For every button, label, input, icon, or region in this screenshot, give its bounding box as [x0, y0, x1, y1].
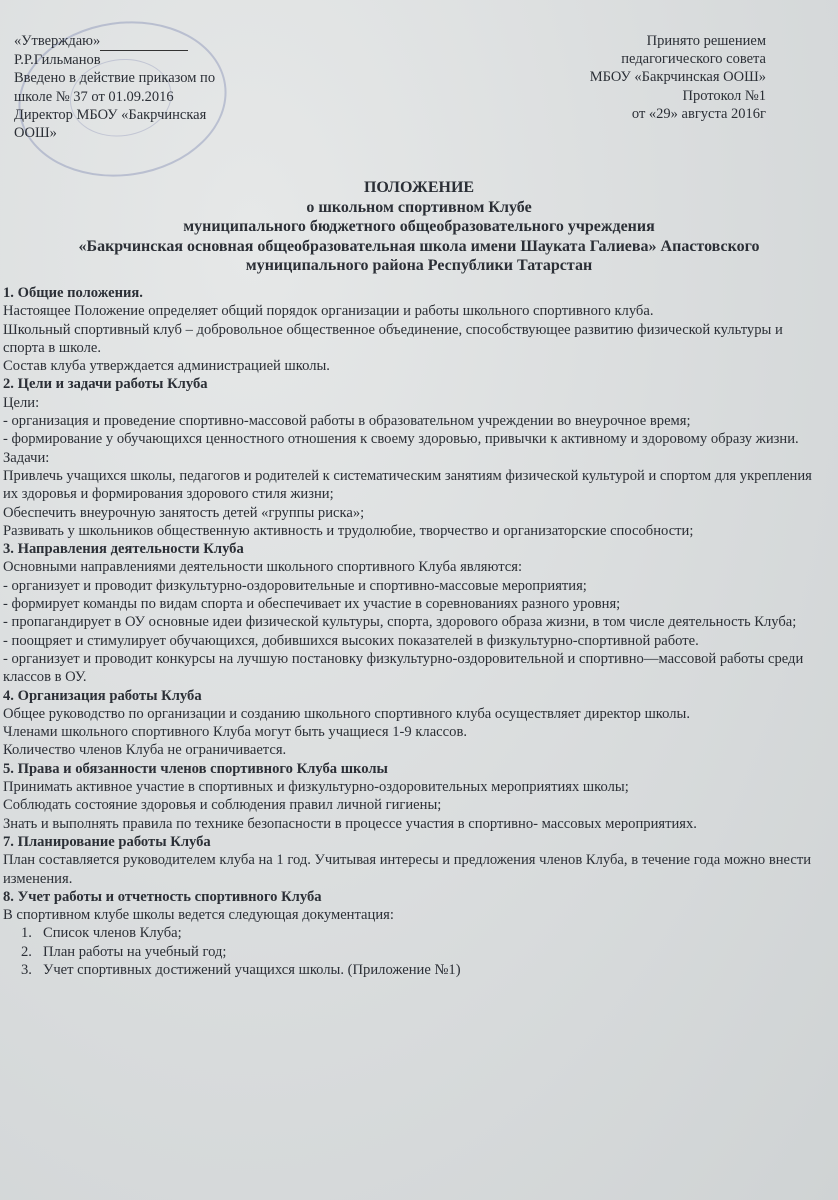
title-line: ПОЛОЖЕНИЕ — [363, 179, 475, 196]
adoption-line: Принято решением — [646, 33, 766, 49]
adoption-line: Протокол №1 — [682, 87, 766, 104]
paragraph: - организует и проводит физкультурно-оздоровительные и спортивно-массовые мероприятия; — [3, 577, 587, 594]
section-heading: 5. Права и обязанности членов спортивного Клуба школы — [3, 760, 388, 777]
paragraph: Состав клуба утверждается администрацией школы. — [3, 358, 330, 375]
approval-line: школе № 37 от 01.09.2016 — [14, 88, 174, 105]
list-item: 3. Учет спортивных достижений учащихся школы. (Приложение №1) — [21, 961, 461, 978]
label: Задачи: — [3, 449, 50, 466]
list-item: 1. Список членов Клуба; — [21, 925, 182, 942]
paragraph: В спортивном клубе школы ведется следующая документация: — [3, 907, 394, 924]
signer-name: Р.Р.Гильманов — [14, 52, 101, 69]
adoption-line: от «29» августа 2016г — [631, 105, 766, 122]
approval-line: ООШ» — [14, 125, 57, 142]
section-heading: 7. Планирование работы Клуба — [3, 833, 211, 850]
approval-line: Директор МБОУ «Бакрчинская — [14, 106, 207, 123]
adoption-line: педагогического совета — [621, 51, 766, 68]
paragraph: Обеспечить внеурочную занятость детей «группы риска»; — [3, 504, 365, 521]
paragraph: - формирование у обучающихся ценностного отношения к своему здоровью, привычки к активному и здоровому образу жизни. — [3, 431, 799, 448]
approval-block — [14, 32, 264, 142]
paragraph: - поощряет и стимулирует обучающихся, добившихся высоких показателей в физкультурно-спортивной работе. — [3, 632, 699, 649]
paragraph: Общее руководство по организации и созданию школьного спортивного клуба осуществляет директор школы. — [3, 705, 691, 722]
paragraph: Привлечь учащихся школы, педагогов и родителей к систематическим занятиям физической культурой и спортом для укрепления их здоровья и формирования здорового стиля жизни; — [3, 467, 812, 503]
label: Цели: — [3, 394, 40, 411]
paragraph: Принимать активное участие в спортивных и физкультурно-оздоровительных мероприятиях школы; — [3, 779, 629, 796]
documentation-list — [3, 924, 823, 979]
paragraph: Членами школьного спортивного Клуба могут быть учащиеся 1-9 классов. — [3, 724, 467, 741]
approval-line: Введено в действие приказом по — [14, 70, 216, 87]
section-heading: 1. Общие положения. — [3, 285, 143, 301]
paragraph: Школьный спортивный клуб – добровольное общественное объединение, способствующее развитию физической культуры и спорта в школе. — [3, 321, 783, 356]
section-heading: 4. Организация работы Клуба — [3, 687, 202, 704]
list-item: 2. План работы на учебный год; — [21, 943, 227, 960]
paragraph: Знать и выполнять правила по технике безопасности в процессе участия в спортивно- массовых мероприятиях. — [3, 815, 697, 832]
adoption-line: МБОУ «Бакрчинская ООШ» — [589, 69, 766, 86]
title-line: о школьном спортивном Клубе — [306, 198, 532, 216]
paragraph: - формирует команды по видам спорта и обеспечивает их участие в соревнованиях разного уровня; — [3, 596, 621, 613]
title-line: муниципального района Республики Татарстан — [245, 257, 593, 274]
section-heading: 8. Учет работы и отчетность спортивного Клуба — [3, 888, 322, 905]
paragraph: Развивать у школьников общественную активность и трудолюбие, творчество и организаторские способности; — [3, 522, 694, 539]
paragraph: - пропагандирует в ОУ основные идеи физической культуры, спорта, здорового образа жизни, в том числе деятельность Клуба; — [3, 614, 797, 631]
section-heading: 3. Направления деятельности Клуба — [3, 541, 244, 558]
title-line: муниципального бюджетного общеобразовательного учреждения — [183, 218, 655, 235]
paragraph: Настоящее Положение определяет общий порядок организации и работы школьного спортивного клуба. — [3, 303, 654, 320]
paragraph: - организация и проведение спортивно-массовой работы в образовательном учреждении во внеурочное время; — [3, 413, 691, 430]
paragraph: Соблюдать состояние здоровья и соблюдения правил личной гигиены; — [3, 797, 442, 814]
document-body — [3, 284, 823, 979]
paragraph: Количество членов Клуба не ограничивается. — [3, 742, 287, 759]
adoption-block — [506, 32, 766, 123]
title-line: «Бакрчинская основная общеобразовательная школа имени Шауката Галиева» Апастовского — [78, 237, 760, 255]
section-heading: 2. Цели и задачи работы Клуба — [3, 376, 208, 393]
paragraph: План составляется руководителем клуба на 1 год. Учитывая интересы и предложения членов Клуба, в течение года можно внести изменения. — [3, 852, 812, 887]
paragraph: - организует и проводит конкурсы на лучшую постановку физкультурно-оздоровительной и спортивно—массовой работы среди классов в ОУ. — [3, 650, 804, 686]
document-title — [0, 178, 838, 276]
approve-label: «Утверждаю» — [14, 33, 101, 49]
paragraph: Основными направлениями деятельности школьного спортивного Клуба являются: — [3, 559, 523, 576]
